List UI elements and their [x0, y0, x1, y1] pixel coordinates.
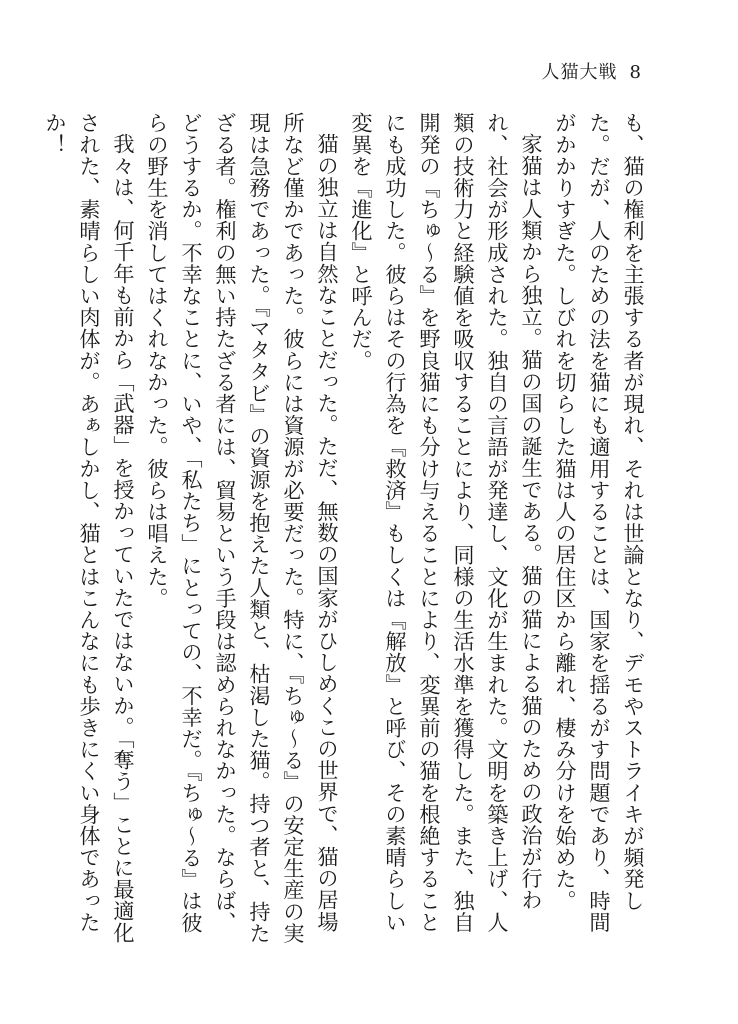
book-title: 人猫大戦	[541, 62, 618, 83]
paragraph-continued: も、猫の権利を主張する者が現れ、それは世論となり、デモやストライキが頻発した。だが、人のための法を猫にも適用することは、国家を揺るがす問題であり、時間がかかりすぎた。しびれを切らした猫は人の居住区から離れ、棲み分けを始めた。	[553, 112, 646, 933]
running-header	[542, 58, 642, 84]
page-number: 8	[629, 62, 642, 83]
vertical-body-text	[43, 112, 650, 952]
paragraph: 猫の独立は自然なことだった。ただ、無数の国家がひしめくこの世界で、猫の居場所など僅かであった。彼らには資源が必要だった。特に、『ちゅ〜る』の安定生産の実現は急務であった。『マタタビ』の資源を抱えた人類と、枯渇した猫。持つ者と、持たざる者。権利の無い持たざる者には、貿易という手段は認められなかった。ならば、どうするか。不幸なことに、いや、「私たち」にとっての、不幸だ。『ちゅ〜る』は彼らの野生を消してはくれなかった。彼らは唱えた。	[145, 112, 340, 944]
paragraph: 我々は、何千年も前から「武器」を授かっていたではないか。「奪う」ことに最適化された、素晴らしい肉体が。あぁしかし、猫とはこんなにも歩きにくい身体であったか！	[43, 112, 136, 944]
paragraph: 家猫は人類から独立。猫の国の誕生である。猫の猫による猫のための政治が行われ、社会が形成された。独自の言語が発達し、文化が生まれた。文明を築き上げ、人類の技術力と経験値を吸収することにより、同様の生活水準を獲得した。また、独自開発の『ちゅ〜る』を野良猫にも分け与えることにより、変異前の猫を根絶することにも成功した。彼らはその行為を『救済』もしくは『解放』と呼び、その素晴らしい変異を『進化』と呼んだ。	[349, 112, 544, 933]
